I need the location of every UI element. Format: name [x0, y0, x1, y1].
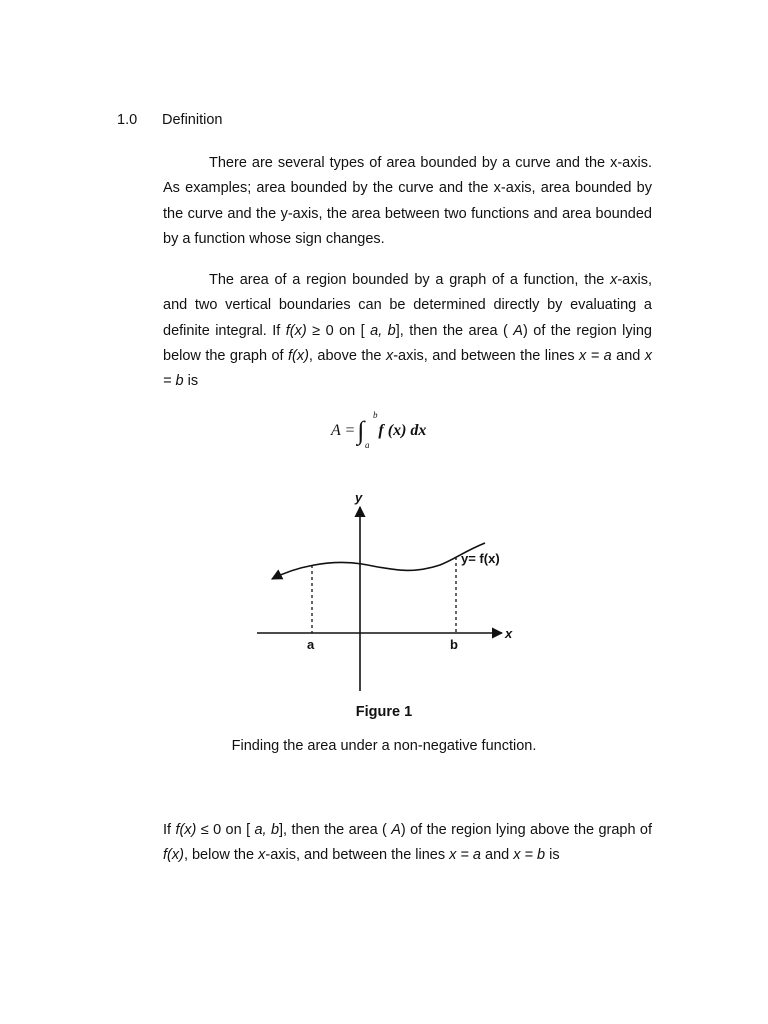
- formula-lhs: A =: [331, 422, 356, 439]
- paragraph-negative-case: If f(x) ≤ 0 on [ a, b], then the area ( A) of the region lying above the graph of f(x), below the x-axis, and between the lines x = a and x = b is: [163, 822, 653, 864]
- integral-formula: [331, 410, 427, 450]
- section-title: Definition: [162, 112, 223, 128]
- x-axis-label: x: [505, 626, 513, 641]
- paragraph-intro-text: There are several types of area bounded by a curve and the x-axis. As examples; area bounded by the curve and the x-axis, area bounded by the curve and the y-axis, the area between two functions and area bounded by a function whose sign changes.: [163, 155, 652, 247]
- paragraph-definition: The area of a region bounded by a graph of a function, the x-axis, and two vertical boundaries can be determined directly by evaluating a definite integral. If f(x) ≥ 0 on [ a, b], then the area ( A) of the region lying below the graph of f(x), above the x-axis, and between the lines x = a and x = b is: [163, 272, 653, 390]
- b-label: b: [450, 637, 458, 652]
- integral-sign: ∫: [357, 416, 365, 445]
- figure-caption: Finding the area under a non-negative function.: [231, 738, 537, 754]
- a-label: a: [307, 637, 315, 652]
- function-curve: [272, 543, 485, 579]
- y-axis-label: y: [355, 490, 363, 505]
- figure-title: Figure 1: [355, 704, 413, 720]
- section-number: 1.0: [117, 112, 138, 128]
- integral-upper-limit: b: [373, 410, 378, 420]
- paragraph-intro: [163, 151, 652, 252]
- figure-graph: [240, 485, 530, 697]
- integral-lower-limit: a: [365, 440, 370, 450]
- curve-label: y= f(x): [461, 551, 500, 566]
- formula-integrand: f (x) dx: [378, 422, 427, 439]
